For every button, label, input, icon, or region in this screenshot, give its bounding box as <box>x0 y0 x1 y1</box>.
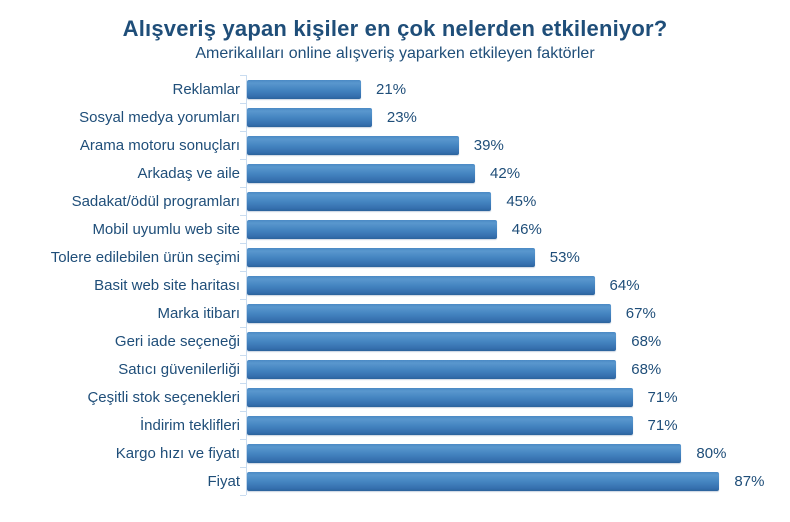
bar-track <box>247 411 790 439</box>
axis-tick <box>240 243 246 244</box>
bar-track <box>247 271 790 299</box>
value-label: 39% <box>473 136 504 154</box>
bar <box>247 416 633 435</box>
chart-rows <box>50 75 790 495</box>
chart-row <box>207 467 790 495</box>
bar-track <box>247 159 790 187</box>
bar <box>247 444 681 463</box>
axis-tick <box>240 355 246 356</box>
chart-row <box>71 187 790 215</box>
category-label: Fiyat <box>207 472 240 490</box>
axis-tick <box>240 299 246 300</box>
chart-header <box>0 0 790 63</box>
bar-track <box>247 355 790 383</box>
chart-row <box>139 411 790 439</box>
bar <box>247 108 372 127</box>
value-label: 64% <box>609 276 640 294</box>
category-label: Tolere edilebilen ürün seçimi <box>50 248 240 266</box>
category-label: Çeşitli stok seçenekleri <box>87 388 240 406</box>
axis-tick <box>240 159 246 160</box>
chart-row <box>94 271 790 299</box>
bar-track <box>247 299 790 327</box>
axis-tick <box>240 103 246 104</box>
bar <box>247 136 459 155</box>
bar <box>247 248 535 267</box>
bar-track <box>247 75 790 103</box>
chart-row <box>114 327 790 355</box>
value-label: 46% <box>511 220 542 238</box>
bar-track <box>247 187 790 215</box>
chart-subtitle: Amerikalıları online alışveriş yaparken etkileyen faktörler <box>195 45 595 62</box>
chart-row <box>172 75 790 103</box>
value-label: 45% <box>506 192 537 210</box>
axis-tick <box>240 495 246 496</box>
category-label: Kargo hızı ve fiyatı <box>115 444 240 462</box>
chart-row <box>118 355 790 383</box>
bar-track <box>247 215 790 243</box>
chart-row <box>87 383 790 411</box>
value-label: 71% <box>647 388 678 406</box>
axis-tick <box>240 131 246 132</box>
axis-tick <box>240 439 246 440</box>
axis-tick <box>240 187 246 188</box>
bar-track <box>247 103 790 131</box>
axis-tick <box>240 271 246 272</box>
bar <box>247 304 611 323</box>
category-label: Geri iade seçeneği <box>114 332 240 350</box>
category-label: Arkadaş ve aile <box>137 164 240 182</box>
bar-track <box>247 439 790 467</box>
axis-tick <box>240 75 246 76</box>
axis-tick <box>240 411 246 412</box>
bar <box>247 360 616 379</box>
chart-title: Alışveriş yapan kişiler en çok nelerden etkileniyor? <box>122 16 668 41</box>
chart-row <box>79 103 790 131</box>
value-label: 42% <box>490 164 521 182</box>
category-label: Sosyal medya yorumları <box>79 108 240 126</box>
bar <box>247 388 633 407</box>
axis-tick <box>240 467 246 468</box>
category-label: İndirim teklifleri <box>139 416 240 434</box>
bar <box>247 276 595 295</box>
value-label: 87% <box>734 472 765 490</box>
bar-track <box>247 383 790 411</box>
chart-row <box>79 131 790 159</box>
category-label: Satıcı güvenilerliği <box>118 360 240 378</box>
bar <box>247 220 497 239</box>
bar <box>247 472 719 491</box>
chart-row <box>157 299 790 327</box>
bar-track <box>247 327 790 355</box>
category-label: Basit web site haritası <box>94 276 240 294</box>
axis-tick <box>240 327 246 328</box>
category-label: Sadakat/ödül programları <box>71 192 240 210</box>
axis-tick <box>240 215 246 216</box>
category-label: Marka itibarı <box>157 304 240 322</box>
category-label: Reklamlar <box>172 80 240 98</box>
chart-row <box>92 215 790 243</box>
chart-row <box>137 159 790 187</box>
category-label: Arama motoru sonuçları <box>79 136 240 154</box>
value-label: 23% <box>386 108 417 126</box>
plot-area <box>0 75 790 495</box>
bar-track <box>247 243 790 271</box>
value-label: 80% <box>696 444 727 462</box>
bar-track <box>247 131 790 159</box>
value-label: 71% <box>647 416 678 434</box>
value-label: 21% <box>376 80 407 98</box>
bar <box>247 192 491 211</box>
value-label: 68% <box>631 332 662 350</box>
category-label: Mobil uyumlu web site <box>92 220 240 238</box>
value-label: 68% <box>631 360 662 378</box>
axis-tick <box>240 383 246 384</box>
bar <box>247 164 475 183</box>
bar <box>247 80 361 99</box>
bar-track <box>247 467 790 495</box>
value-label: 67% <box>625 304 656 322</box>
chart-row <box>50 243 790 271</box>
chart-row <box>115 439 790 467</box>
bar <box>247 332 616 351</box>
value-label: 53% <box>549 248 580 266</box>
